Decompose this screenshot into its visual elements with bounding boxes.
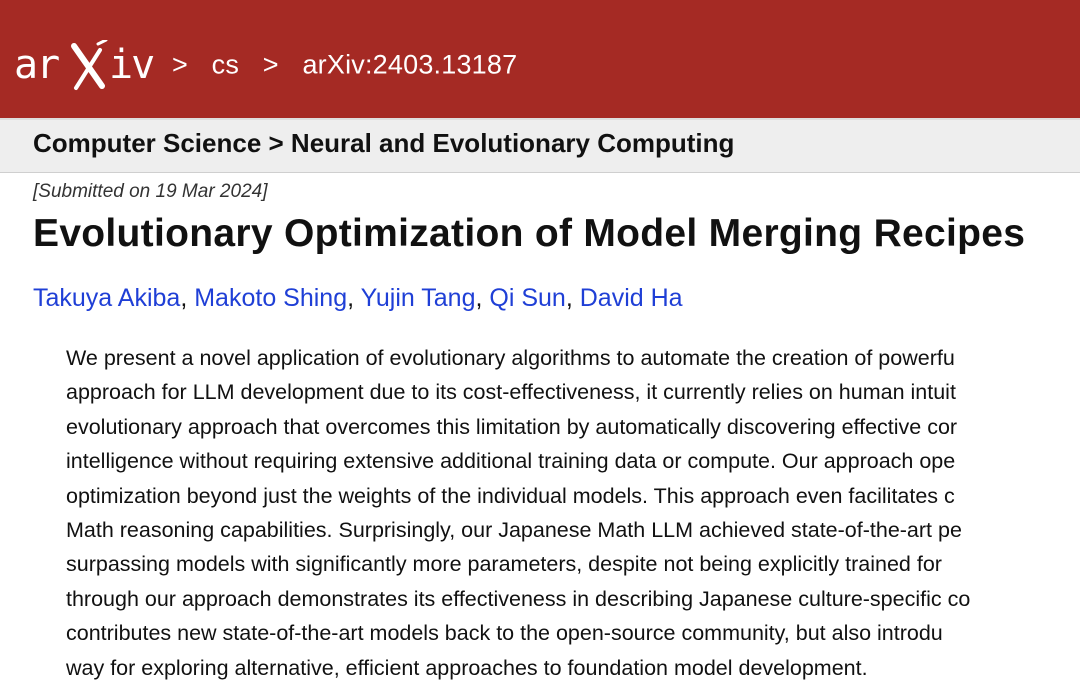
submission-date: [Submitted on 19 Mar 2024] (33, 181, 268, 202)
breadcrumb (172, 48, 517, 80)
author-link[interactable]: Yujin Tang (360, 284, 476, 312)
subject-heading: Computer Science > Neural and Evolutionary Computing (33, 128, 735, 158)
svg-text:ar: ar (14, 42, 59, 88)
breadcrumb-separator: > (172, 49, 188, 80)
breadcrumb-cs-link[interactable]: cs (211, 49, 240, 80)
abstract-line: contributes new state-of-the-art models back to the open-source community, but also introdu (66, 621, 943, 646)
breadcrumb-separator: > (262, 49, 279, 80)
abstract-line: intelligence without requiring extensive additional training data or compute. Our approach ope (66, 449, 956, 474)
abstract-line: evolutionary approach that overcomes this limitation by automatically discovering effective cor (66, 414, 958, 439)
author-separator: , (565, 284, 573, 312)
abstract-line: We present a novel application of evolutionary algorithms to automate the creation of powerfu (66, 346, 955, 370)
author-separator: , (347, 284, 355, 312)
abstract-line: way for exploring alternative, efficient approaches to foundation model development. (66, 655, 868, 680)
author-separator: , (475, 284, 483, 312)
arxiv-logo-icon (14, 40, 164, 96)
author-link[interactable]: Makoto Shing (194, 284, 348, 312)
author-link[interactable]: Qi Sun (489, 284, 566, 312)
author-link[interactable]: Takuya Akiba (33, 284, 181, 312)
abstract-line: optimization beyond just the weights of the individual models. This approach even facilitates c (66, 483, 955, 508)
abstract-line: through our approach demonstrates its effectiveness in describing Japanese culture-specific co (66, 586, 971, 611)
abstract (66, 341, 1080, 685)
author-link[interactable]: David Ha (579, 284, 683, 312)
abstract-line: Math reasoning capabilities. Surprisingly, our Japanese Math LLM achieved state-of-the-art pe (66, 518, 962, 543)
author-separator: , (180, 284, 188, 312)
abstract-line: surpassing models with significantly more parameters, despite not being explicitly trained for (66, 552, 942, 577)
breadcrumb-paper-id: arXiv:2403.13187 (302, 49, 518, 80)
arxiv-logo[interactable] (14, 40, 164, 96)
author-list (33, 284, 683, 313)
abstract-line: approach for LLM development due to its cost-effectiveness, it currently relies on human intuit (66, 380, 956, 405)
site-header (0, 0, 1080, 118)
paper-title: Evolutionary Optimization of Model Merging Recipes (33, 212, 1026, 255)
svg-text:iv: iv (109, 42, 154, 88)
